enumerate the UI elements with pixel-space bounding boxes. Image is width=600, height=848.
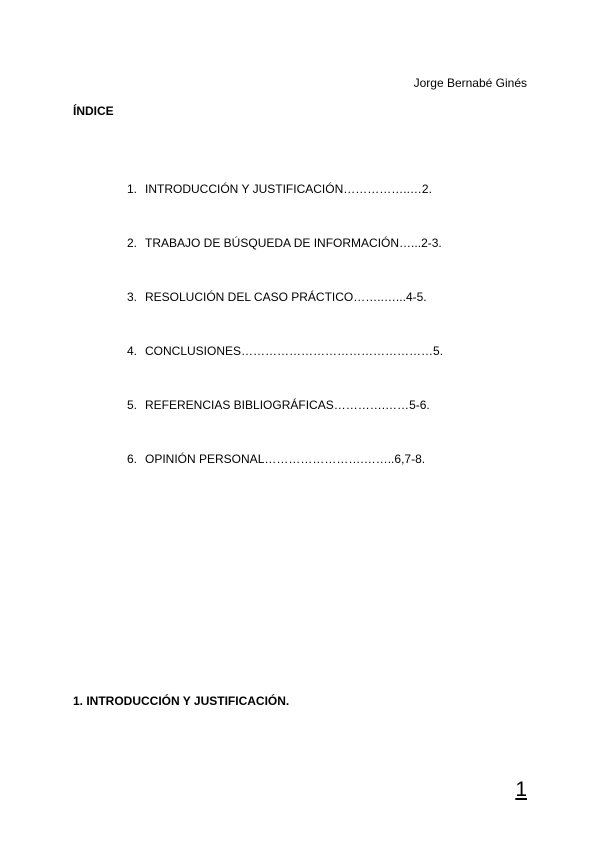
toc-item-number: 3. — [127, 290, 138, 304]
page-number: 1 — [515, 778, 527, 801]
toc-item-conclusiones — [127, 344, 443, 358]
toc-item-label: REFERENCIAS BIBLIOGRÁFICAS — [145, 398, 334, 412]
toc-item-leader: ………….…… — [333, 398, 410, 412]
toc-item-pages: 6,7-8. — [394, 452, 426, 466]
toc-item-trabajo — [127, 236, 442, 250]
toc-item-opinion — [127, 452, 425, 466]
toc-item-pages: 2-3. — [421, 236, 442, 250]
toc-item-leader: ……………..… — [343, 182, 422, 196]
author-name: Jorge Bernabé Ginés — [413, 76, 527, 90]
toc-item-number: 6. — [127, 452, 138, 466]
toc-item-resolucion — [127, 290, 427, 304]
toc-item-pages: 4-5. — [405, 290, 427, 304]
toc-item-leader: …………………….…….. — [264, 452, 395, 466]
toc-item-pages: 2. — [421, 182, 432, 196]
toc-item-pages: 5-6. — [409, 398, 430, 412]
toc-item-number: 1. — [127, 182, 138, 196]
toc-item-leader: …... — [399, 236, 422, 250]
toc-item-introduccion — [127, 182, 432, 196]
toc-item-pages: 5. — [433, 344, 444, 358]
index-title: ÍNDICE — [73, 104, 114, 118]
toc-item-leader: ……..…... — [353, 290, 406, 304]
toc-item-label: RESOLUCIÓN DEL CASO PRÁCTICO — [145, 290, 354, 304]
toc-item-number: 4. — [127, 344, 138, 358]
section-heading: 1. INTRODUCCIÓN Y JUSTIFICACIÓN. — [73, 694, 290, 708]
toc-item-label: INTRODUCCIÓN Y JUSTIFICACIÓN — [145, 182, 344, 196]
toc-item-number: 2. — [127, 236, 138, 250]
toc-item-number: 5. — [127, 398, 138, 412]
toc-item-label: CONCLUSIONES — [145, 344, 242, 358]
toc-item-label: TRABAJO DE BÚSQUEDA DE INFORMACIÓN — [145, 236, 400, 250]
toc-item-referencias — [127, 398, 430, 412]
toc-item-label: OPINIÓN PERSONAL — [145, 452, 265, 466]
toc-item-leader: ………………………………………… — [241, 344, 434, 358]
